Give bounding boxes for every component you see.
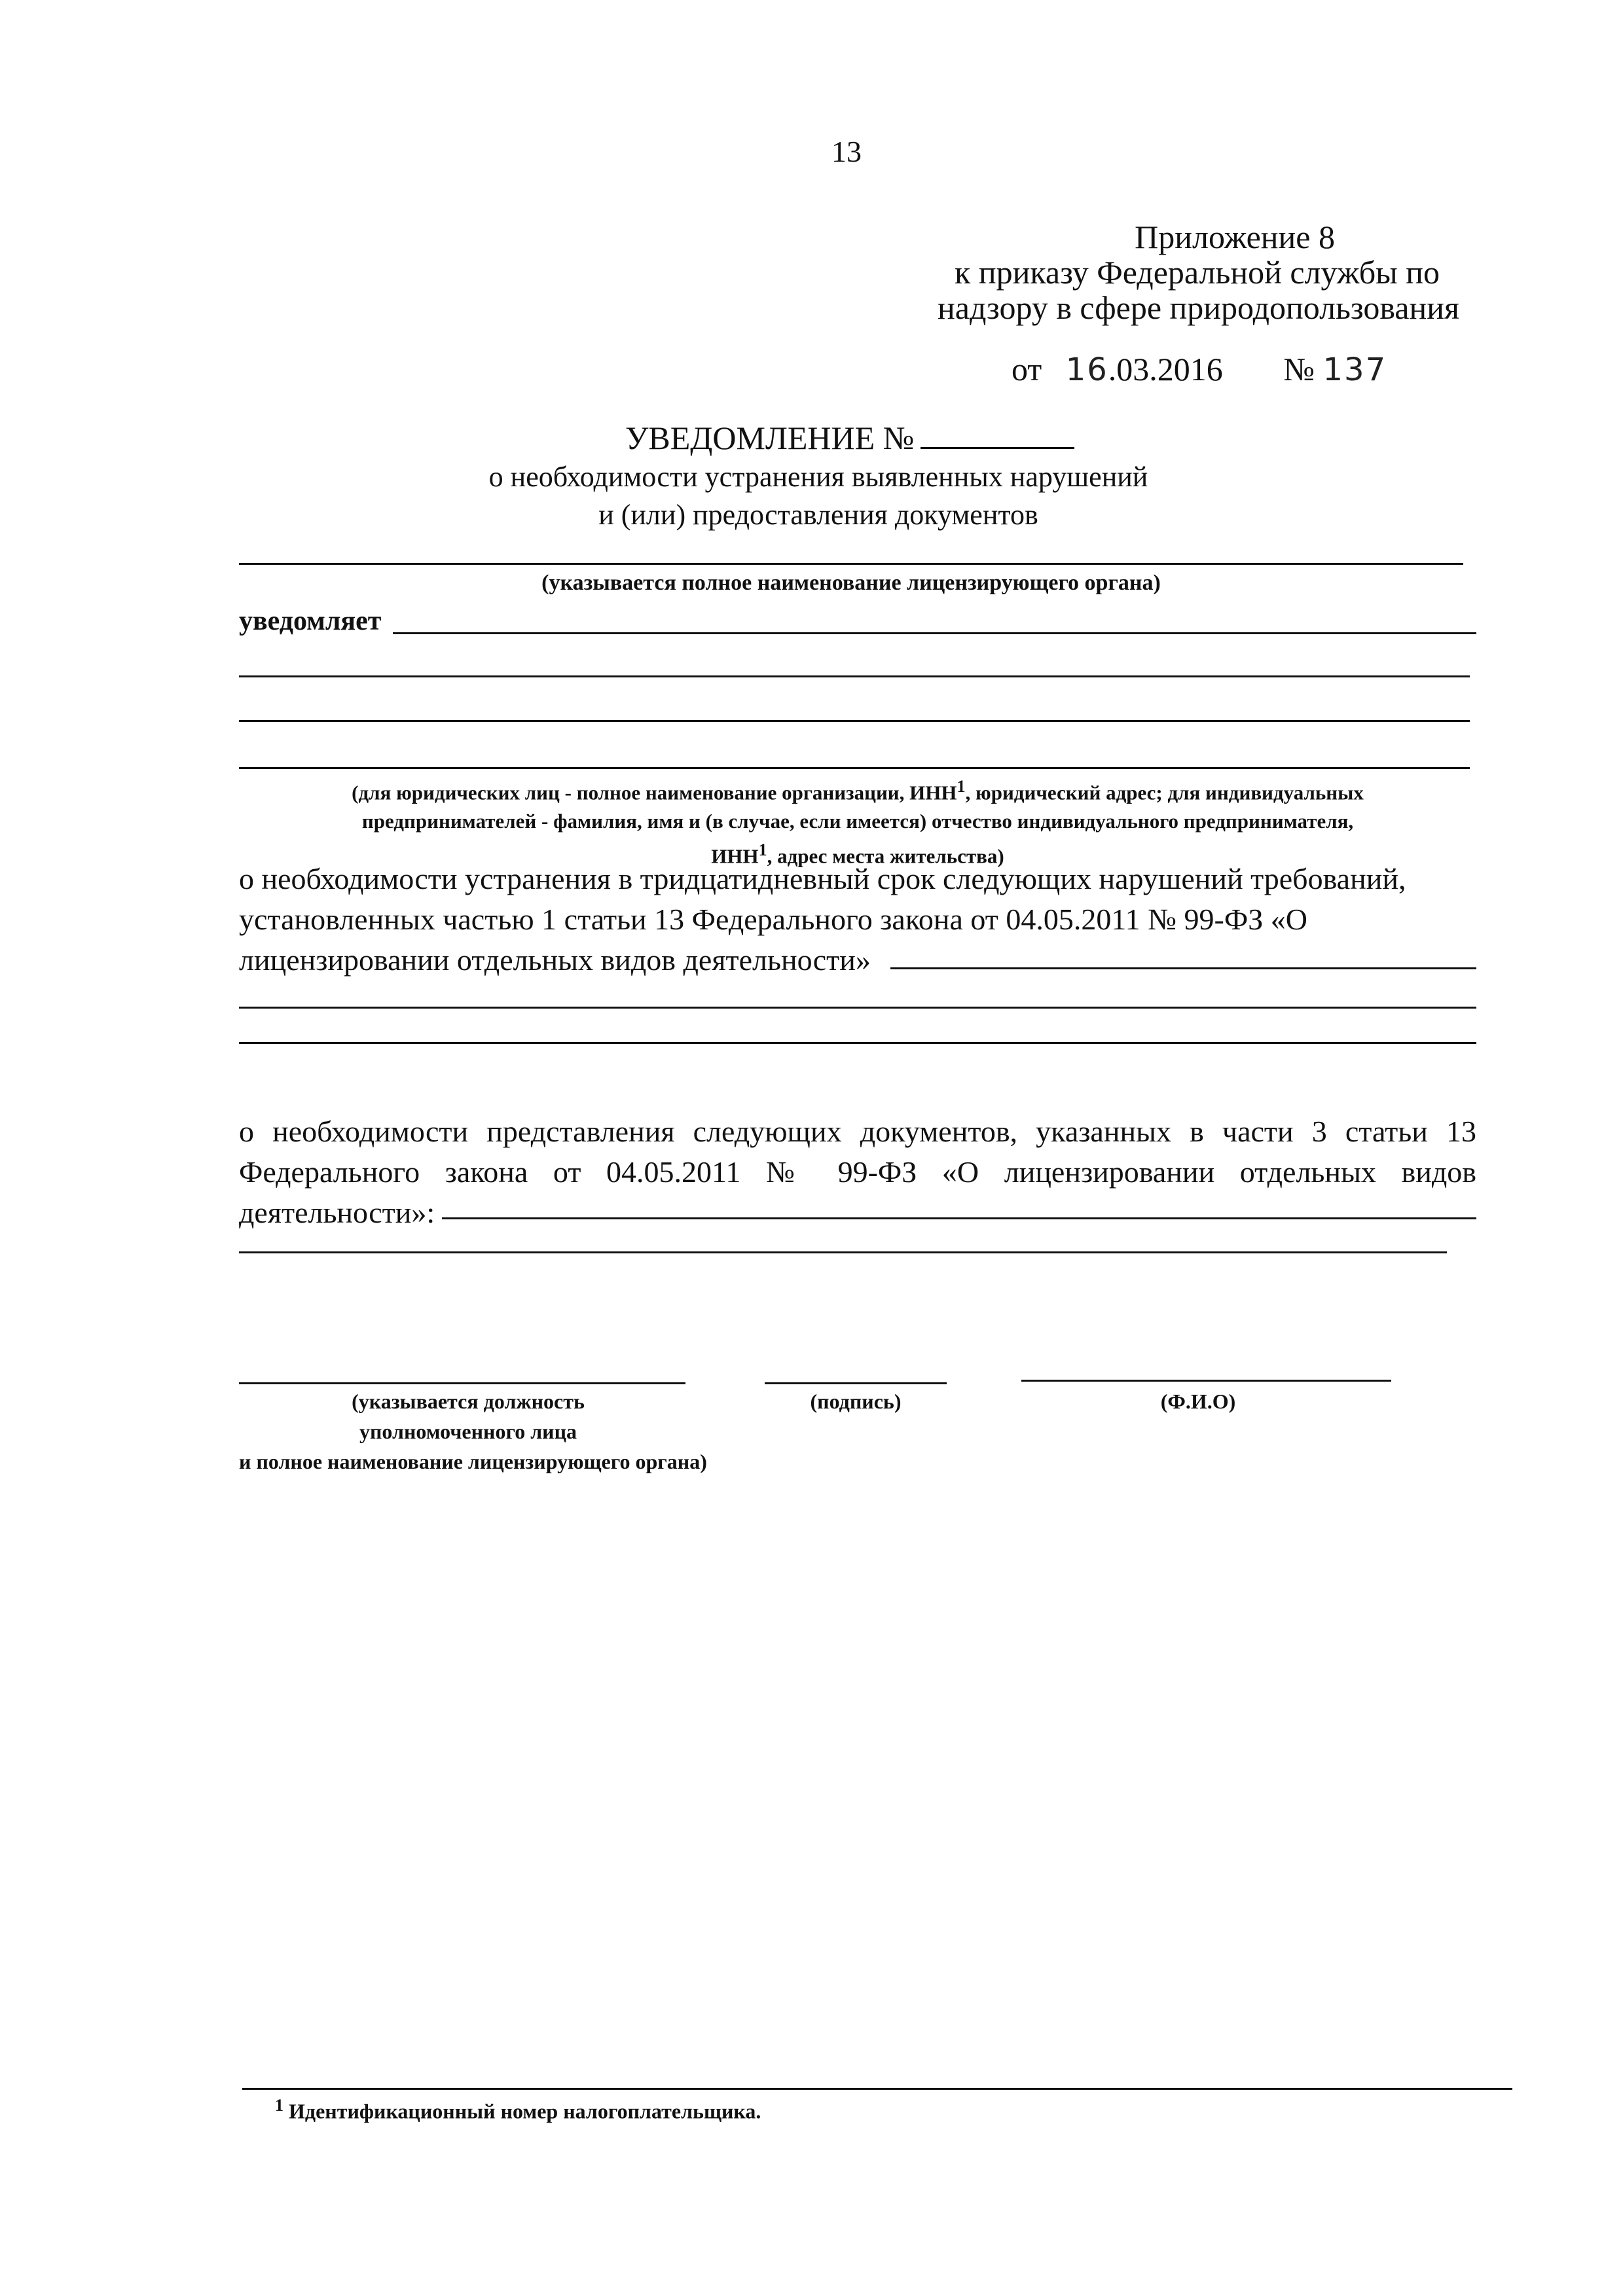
appendix-header — [674, 219, 1459, 325]
appendix-order-ref: к приказу Федеральной службы по — [955, 254, 1440, 291]
violations-paragraph — [239, 859, 1473, 980]
documents-paragraph — [239, 1111, 1476, 1233]
page-number: 13 — [831, 135, 862, 168]
licensing-body-field[interactable] — [239, 563, 1463, 565]
appendix-agency: надзору в сфере природопользования — [938, 289, 1459, 326]
position-note — [308, 1386, 629, 1446]
notice-number-blank[interactable] — [921, 420, 1074, 449]
notice-heading: УВЕДОМЛЕНИЕ № — [625, 420, 915, 456]
order-date-rest: .03.2016 — [1108, 351, 1223, 387]
documents-line-3: деятельности»: — [239, 1196, 435, 1229]
documents-field-line-1[interactable] — [442, 1217, 1476, 1219]
violations-field-line-2[interactable] — [239, 1007, 1476, 1009]
entity-note-line-1: (для юридических лиц - полное наименование организации, ИНН$^1$, юридический адрес; для индивидуальных — [352, 777, 1364, 804]
violations-line-1: о необходимости устранения в тридцатидневный срок следующих нарушений требований, — [239, 862, 1406, 895]
documents-line-2: Федерального закона от 04.05.2011 № 99-ФЗ «О лицензировании отдельных видов — [239, 1155, 1476, 1189]
order-prefix: от — [1012, 351, 1042, 387]
notifies-field-line-1[interactable] — [393, 632, 1476, 634]
licensing-body-note: (указывается полное наименование лицензирующего органа) — [541, 571, 1161, 595]
notifies-field-line-4[interactable] — [239, 767, 1470, 769]
name-label: (Ф.И.О) — [1160, 1390, 1236, 1413]
notifies-label: уведомляет — [239, 606, 382, 636]
notifies-field-line-3[interactable] — [239, 720, 1470, 722]
appendix-title: Приложение 8 — [1135, 219, 1335, 255]
position-field[interactable] — [239, 1382, 685, 1384]
notifies-field-line-2[interactable] — [239, 675, 1470, 677]
documents-line-1: о необходимости представления следующих документов, указанных в части 3 статьи 13 — [239, 1115, 1476, 1148]
notice-title — [625, 419, 1074, 457]
footnote-separator — [242, 2088, 1512, 2090]
position-note-line-2: уполномоченного лица — [359, 1420, 577, 1443]
footnote-text: Идентификационный номер налогоплательщика. — [289, 2099, 761, 2123]
notice-subtitle — [327, 458, 1309, 534]
entity-note-line-3: ИНН$^1$, адрес места жительства) — [711, 840, 1004, 868]
signature-label: (подпись) — [810, 1390, 902, 1413]
violations-field-line-1[interactable] — [890, 967, 1476, 969]
entity-note — [236, 772, 1480, 871]
entity-note-line-2: предпринимателей - фамилия, имя и (в случае, если имеется) отчество индивидуального предпринимателя, — [361, 810, 1354, 833]
order-day-handwritten: 16 — [1065, 351, 1108, 388]
subtitle-line-1: о необходимости устранения выявленных нарушений — [488, 461, 1148, 493]
order-date-number — [1012, 350, 1387, 388]
name-field[interactable] — [1021, 1380, 1391, 1382]
footnote-marker: 1 — [275, 2096, 283, 2115]
violations-line-3: лицензировании отдельных видов деятельности» — [239, 943, 871, 977]
order-number-handwritten: 137 — [1322, 351, 1387, 388]
signature-field[interactable] — [765, 1382, 947, 1384]
position-note-line-3: и полное наименование лицензирующего органа) — [239, 1450, 707, 1473]
footnote — [275, 2096, 761, 2124]
documents-field-line-2[interactable] — [239, 1251, 1447, 1253]
subtitle-line-2: и (или) предоставления документов — [598, 499, 1038, 531]
violations-field-line-3[interactable] — [239, 1042, 1476, 1044]
violations-line-2: установленных частью 1 статьи 13 Федерального закона от 04.05.2011 № 99-ФЗ «О — [239, 903, 1307, 936]
order-number-label: № — [1283, 351, 1315, 387]
position-note-line-1: (указывается должность — [352, 1390, 585, 1413]
